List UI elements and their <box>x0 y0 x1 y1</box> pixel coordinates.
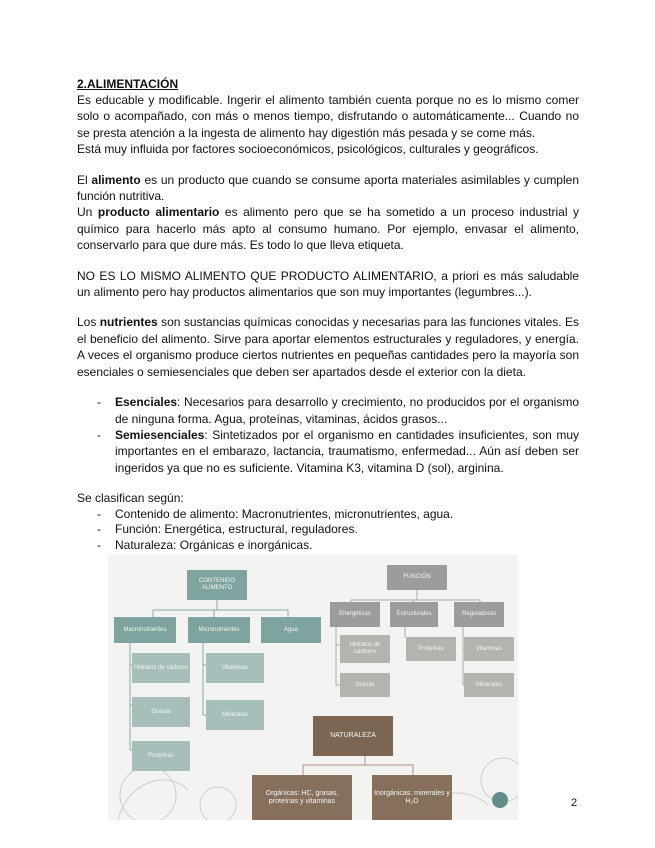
bullet-dash: - <box>97 506 101 521</box>
decorative-fruit-icon <box>492 792 508 808</box>
section-title: 2.ALIMENTACIÓN <box>77 77 179 91</box>
node-grasas: Grasas <box>132 697 190 727</box>
bullet-dash: - <box>97 395 101 410</box>
node-micronutrientes: Micronutrientes <box>188 617 250 643</box>
node-energeticas: Energéticas <box>330 602 380 627</box>
bold-term: alimento <box>91 172 141 187</box>
bold-term: nutrientes <box>99 315 158 330</box>
node-agua: Agua <box>261 617 321 643</box>
paragraph: Es educable y modificable. Ingerir el alimento también cuenta porque no es lo mismo comer solo o acompañado, con más o menos tiempo, disfrutando o automáticamente... Cuando no se presta atención a la ingesta de alimento hay digestión más pesada y se come más. <box>77 93 579 140</box>
bold-term: Semiesenciales <box>115 427 205 442</box>
text-run: es alimento pero que se ha sometido a un proceso industrial y químico para hacerlo más apto al consumo humano. Por ejemplo, envasar el alimento, conservarlo para que dure más. Es todo lo que lleva etiqueta. <box>77 205 580 253</box>
bullet-text <box>115 427 579 476</box>
paragraph <box>77 172 579 205</box>
text-run: : Necesarios para desarrollo y crecimiento, no producidos por el organismo de ninguna forma. Agua, proteínas, vitaminas, ácidos grasos... <box>115 395 579 426</box>
node-grasas-funcion: Grasas <box>340 673 390 697</box>
text-run: son sustancias químicas conocidas y necesarias para las funciones vitales. Es el beneficio del alimento. Sirve para aportar elementos estructurales y reguladores, y energía. A veces el organismo produce ciertos nutrientes en pequeñas cantidades pero la mayoría son esenciales o semiesenciales que deben ser apartados desde el exterior con la dieta. <box>77 315 579 379</box>
list-item <box>77 507 579 523</box>
page-number: 2 <box>571 797 578 809</box>
node-minerales: Minerales <box>206 700 264 730</box>
list-item <box>77 538 579 554</box>
node-proteinas: Proteínas <box>132 741 190 771</box>
text-run: es un producto que cuando se consume aporta materiales asimilables y cumplen función nutritiva. <box>77 172 579 204</box>
list-text: Función: Energética, estructural, reguladores. <box>115 522 358 537</box>
node-vitaminas: Vitaminas <box>206 653 264 683</box>
bullet-dash: - <box>97 427 101 442</box>
node-contenido: CONTENIDO ALIMENTO <box>187 570 247 600</box>
paragraph: NO ES LO MISMO ALIMENTO QUE PRODUCTO ALIMENTARIO, a priori es más saludable un alimento pero hay productos alimentarios que son muy importantes (legumbres...). <box>77 268 579 300</box>
text-run: : Sintetizados por el organismo en cantidades insuficientes, son muy importantes en el embarazo, lactancia, traumatismo, enfermedad... Aún así deben ser ingeridos ya que no es suficiente. Vitamina K3, vitamina D (sol), arginina. <box>115 427 579 475</box>
bold-term: producto alimentario <box>97 205 220 220</box>
node-hidratos: Hidratos de carbono <box>132 653 190 683</box>
bold-term: Esenciales <box>115 395 178 410</box>
text-run: Un <box>77 205 98 220</box>
paragraph <box>77 204 579 253</box>
node-vitaminas-funcion: Vitaminas <box>464 637 514 661</box>
node-funcion: FUNCIÓN <box>387 565 447 590</box>
node-inorganicas: Inorgánicas: minerales y H₂O <box>372 775 452 820</box>
node-hidratos-funcion: Hidratos de carbono <box>340 635 390 663</box>
node-organicas: Orgánicas: HC, grasas, proteínas y vitaminas <box>252 775 352 820</box>
node-macronutrientes: Macronutrientes <box>114 617 176 643</box>
paragraph: Se clasifican según: <box>77 491 184 506</box>
bullet-text <box>115 394 579 427</box>
list-item <box>77 522 579 538</box>
node-minerales-funcion: Minerales <box>464 673 514 697</box>
classification-diagram <box>108 555 518 820</box>
list-text: Contenido de alimento: Macronutrientes, micronutrientes, agua. <box>115 506 454 521</box>
node-proteinas-funcion: Proteínas <box>406 637 456 661</box>
node-estructurales: Estructurales <box>390 602 438 627</box>
bullet-item <box>77 394 579 427</box>
text-run: El <box>77 172 92 187</box>
bullet-item <box>77 427 579 476</box>
bullet-dash: - <box>97 522 101 537</box>
node-reguladoras: Reguladoras <box>454 602 504 627</box>
list-text: Naturaleza: Orgánicas e inorgánicas. <box>115 537 313 552</box>
paragraph <box>77 314 579 380</box>
text-run: Los <box>77 315 100 330</box>
bullet-dash: - <box>97 537 101 552</box>
document-page <box>77 76 579 553</box>
node-naturaleza: NATURALEZA <box>313 716 393 756</box>
paragraph: Está muy influida por factores socioeconómicos, psicológicos, culturales y geográficos. <box>77 142 539 157</box>
